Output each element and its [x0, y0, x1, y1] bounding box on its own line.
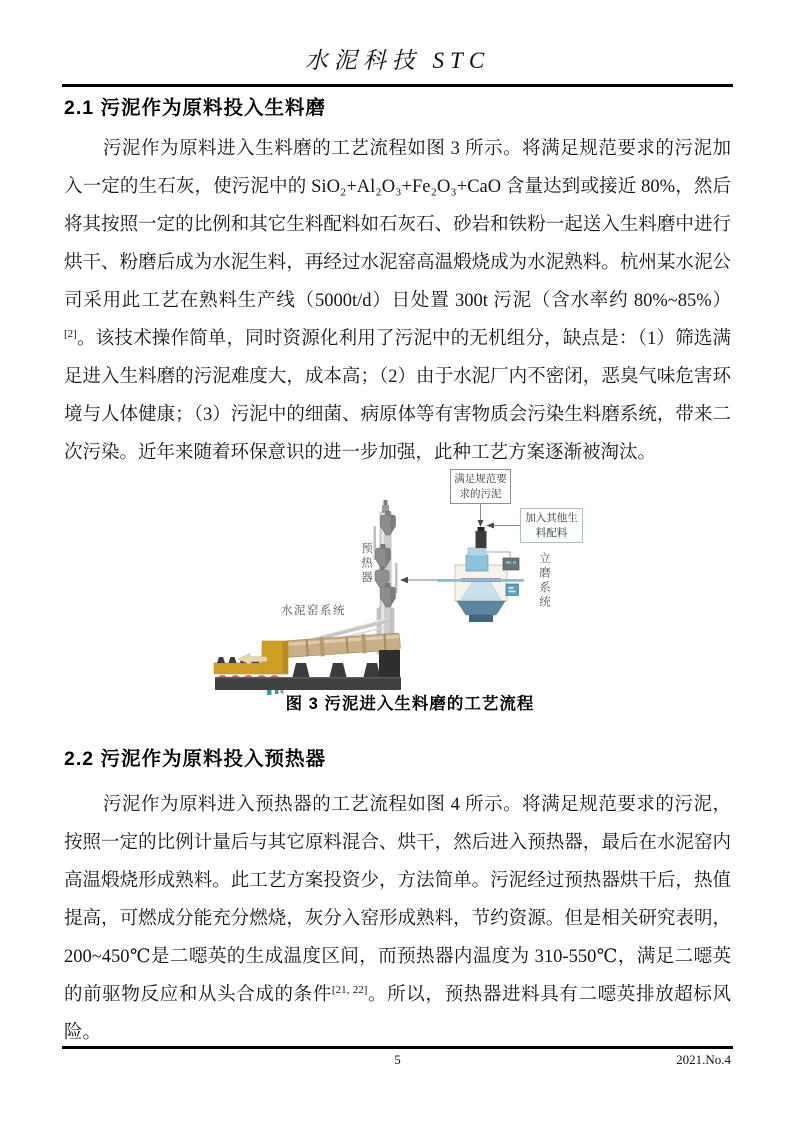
box-sludge-line1: 满足规范要 [454, 474, 507, 485]
para2-text-a: 污泥作为原料进入预热器的工艺流程如图 4 所示。将满足规范要求的污泥，按照一定的比例计量后与其它原料混合、烘干，然后进入预热器，最后在水泥窑内高温煅烧形成熟料。此工艺方案投资少，方法简单。污泥经过预热器烘干后，热值提高，可燃成分能充分燃烧，灰分入窑形成熟料，节约资源。但是相关研究表明，200~450℃是二噁英的生成温度区间，而预热器内温度为 310-550℃，满足二噁英的前驱物反应和从头合成的条件 [64, 795, 731, 1005]
citation-ref-2: [2] [64, 327, 77, 340]
citation-ref-21-22: [21, 22] [331, 983, 368, 996]
section-heading-2-1: 2.1 污泥作为原料投入生料磨 [64, 97, 327, 119]
box-feed-line1: 加入其他生 [525, 513, 578, 524]
footer-rule [62, 1046, 733, 1049]
rotary-kiln-graphic [214, 619, 401, 695]
journal-header-title: 水泥科技 STC [304, 48, 491, 73]
paragraph-section-2-1 [64, 130, 731, 472]
para2-text-b: 。所以，预热器进料具有二噁英排放超标风险。 [64, 985, 731, 1043]
page-number: 5 [394, 1052, 401, 1067]
label-preheater: 预热器 [360, 542, 372, 586]
box-sludge-line2: 求的污泥 [459, 489, 502, 500]
vertical-mill-graphic [437, 527, 524, 622]
preheater-tower-graphic [374, 500, 398, 654]
flowchart-box-qualified-sludge [450, 469, 511, 504]
label-cement-kiln-system: 水泥窑系统 [281, 605, 346, 617]
paragraph-section-2-2 [64, 786, 731, 1052]
para1-text-b: 。该技术操作简单，同时资源化利用了污泥中的无机组分，缺点是：（1）筛选满足进入生料磨的污泥难度大，成本高；（2）由于水泥厂内不密闭，恶臭气味危害环境与人体健康；（3）污泥中的细菌、病原体等有害物质会污染生料磨系统，带来二次污染。近年来随着环保意识的进一步加强，此种工艺方案逐渐被淘汰。 [64, 329, 731, 463]
issue-number: 2021.No.4 [676, 1052, 731, 1067]
figure-3-caption: 图 3 污泥进入生料磨的工艺流程 [285, 695, 535, 713]
section-heading-2-2: 2.2 污泥作为原料投入预热器 [64, 748, 327, 770]
figure-3-process-diagram [210, 468, 610, 696]
para1-text-a: 污泥作为原料进入生料磨的工艺流程如图 3 所示。将满足规范要求的污泥加入一定的生石灰，使污泥中的 SiO₂+Al₂O₃+Fe₂O₃+CaO 含量达到或接近 80%，然后将其按照一定的比例和其它生料配料如石灰石、砂岩和铁粉一起送入生料磨中进行烘干、粉磨后成为水泥生料，再经过水泥窑高温煅烧成为水泥熟料。杭州某水泥公司采用此工艺在熟料生产线（5000t/d）日处置 300t 污泥（含水率约 80%~85%） [64, 139, 731, 311]
box-feed-line2: 料配料 [535, 528, 568, 539]
header-rule [62, 84, 733, 87]
flowchart-box-other-raw-materials [520, 508, 583, 543]
label-vertical-mill-system: 立磨系统 [538, 552, 550, 610]
